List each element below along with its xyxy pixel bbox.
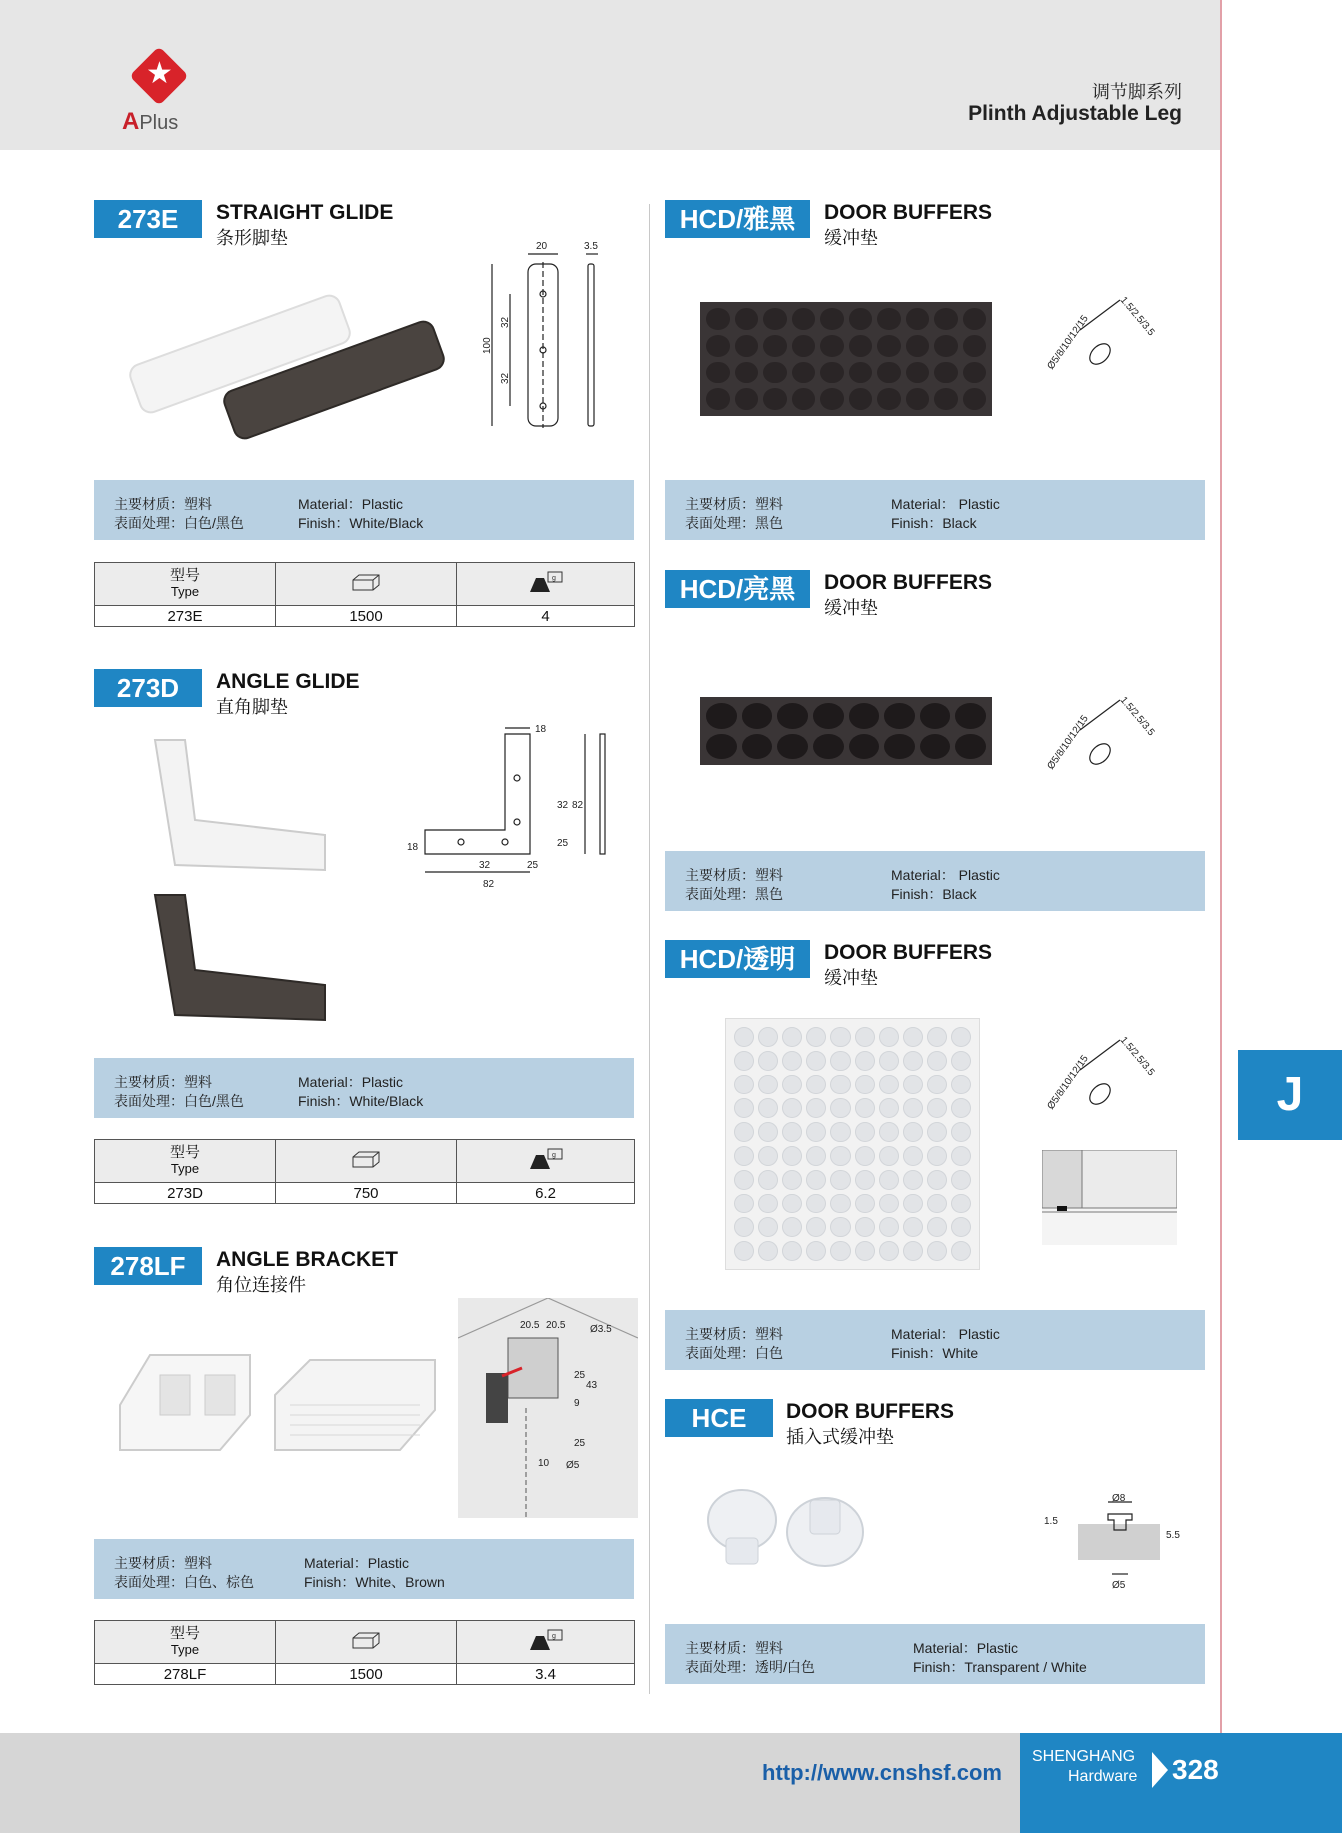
material-cn: 主要材质：塑料 (114, 1074, 212, 1090)
buffer-dot (758, 1122, 778, 1142)
buffer-dot (951, 1146, 971, 1166)
material-cn: 主要材质：塑料 (685, 1640, 783, 1656)
svg-text:Ø5/8/10/12/15: Ø5/8/10/12/15 (1045, 313, 1091, 372)
technical-drawing-273e (480, 232, 610, 452)
weight-icon (457, 1621, 635, 1664)
buffer-dot (879, 1027, 899, 1047)
buffer-dot (927, 1194, 947, 1214)
header-title-en: Plinth Adjustable Leg (968, 102, 1182, 125)
logo-star-icon: ★ (146, 57, 173, 90)
buffer-dot (806, 1217, 826, 1237)
svg-text:g: g (551, 575, 556, 582)
weight-value: 4 (457, 606, 635, 627)
product-image-white-bracket (110, 1345, 260, 1455)
product-title-en: DOOR BUFFERS (824, 201, 992, 224)
buffer-dot (879, 1146, 899, 1166)
buffer-dot (855, 1122, 875, 1142)
buffer-dot (903, 1194, 923, 1214)
material-en: Material： Plastic (891, 496, 1000, 512)
buffer-dot (879, 1122, 899, 1142)
technical-drawing-273d (405, 722, 615, 897)
product-title-cn: 条形脚垫 (216, 228, 288, 248)
product-title-en: DOOR BUFFERS (786, 1400, 954, 1423)
svg-text:32: 32 (557, 800, 569, 811)
buffer-dot (951, 1241, 971, 1261)
material-bar (665, 851, 1205, 911)
pack-value: 750 (276, 1183, 457, 1204)
buffer-dot (782, 1051, 802, 1071)
buffer-dot (758, 1170, 778, 1190)
svg-text:20.5: 20.5 (520, 1320, 540, 1331)
finish-cn: 表面处理：白色 (685, 1345, 783, 1361)
material-en: Material：Plastic (298, 496, 404, 512)
material-cn: 主要材质：塑料 (114, 496, 212, 512)
technical-drawing-hce (1040, 1494, 1190, 1594)
type-value: 273D (95, 1183, 276, 1204)
buffer-dot (903, 1241, 923, 1261)
product-code-badge: HCD/透明 (665, 940, 810, 978)
logo: APlus (122, 108, 179, 135)
buffer-dot (927, 1146, 947, 1166)
buffer-dot (830, 1241, 850, 1261)
buffer-dot (734, 1051, 754, 1071)
finish-cn: 表面处理：黑色 (685, 515, 783, 531)
buffer-dot (903, 1146, 923, 1166)
product-code-badge: 273E (94, 200, 202, 238)
material-bar (665, 480, 1205, 540)
buffer-dot (951, 1075, 971, 1095)
buffer-dot (734, 1027, 754, 1047)
svg-text:18: 18 (535, 724, 547, 735)
buffer-dot (951, 1217, 971, 1237)
material-bar (665, 1624, 1205, 1684)
buffer-dot (806, 1170, 826, 1190)
buffer-dot (782, 1098, 802, 1118)
svg-text:20.5: 20.5 (546, 1320, 566, 1331)
buffer-dot (782, 1217, 802, 1237)
buffer-dot (806, 1075, 826, 1095)
svg-text:1.5/2.5/3.5: 1.5/2.5/3.5 (1117, 294, 1157, 339)
column-divider (649, 204, 650, 1694)
material-en: Material： Plastic (891, 1326, 1000, 1342)
material-en: Material：Plastic (298, 1074, 404, 1090)
website-link[interactable]: http://www.cnshsf.com (762, 1760, 1002, 1785)
product-title-cn: 角位连接件 (216, 1275, 306, 1295)
buffer-dot (782, 1170, 802, 1190)
buffer-dot (758, 1027, 778, 1047)
svg-text:32: 32 (500, 316, 511, 328)
buffer-dot (903, 1075, 923, 1095)
product-image-black-angle-glide (145, 890, 345, 1030)
svg-text:5.5: 5.5 (1166, 1530, 1180, 1541)
svg-text:Ø5: Ø5 (1112, 1580, 1126, 1591)
finish-en: Finish：Black (891, 515, 977, 531)
product-image-white-angle-glide (145, 730, 345, 880)
buffer-dot (879, 1241, 899, 1261)
package-icon (276, 1621, 457, 1664)
buffer-dot (806, 1194, 826, 1214)
buffer-dot (903, 1098, 923, 1118)
buffer-dot (927, 1241, 947, 1261)
product-code-badge: HCE (665, 1399, 773, 1437)
finish-cn: 表面处理：白色/黑色 (114, 515, 244, 531)
spec-table (94, 1139, 635, 1204)
buffer-dot (927, 1098, 947, 1118)
spec-table (94, 1620, 635, 1685)
header-title-cn: 调节脚系列 (1092, 82, 1182, 102)
buffer-dot (927, 1170, 947, 1190)
buffer-dot (734, 1075, 754, 1095)
material-cn: 主要材质：塑料 (685, 1326, 783, 1342)
product-image-buffer-sheet (700, 697, 992, 765)
section-tab-j: J (1238, 1050, 1342, 1140)
door-install-drawing (1042, 1150, 1177, 1245)
svg-text:25: 25 (574, 1370, 586, 1381)
product-title-cn: 插入式缓冲垫 (786, 1427, 894, 1447)
buffer-dot (782, 1194, 802, 1214)
arrow-right-icon (1152, 1752, 1168, 1788)
buffer-dot (830, 1075, 850, 1095)
material-bar (94, 480, 634, 540)
product-title-en: ANGLE GLIDE (216, 670, 360, 693)
svg-text:82: 82 (483, 879, 495, 890)
spec-table (94, 562, 635, 627)
svg-text:Ø8: Ø8 (1112, 1494, 1126, 1504)
material-en: Material：Plastic (304, 1555, 410, 1571)
finish-en: Finish：White/Black (298, 1093, 424, 1109)
weight-icon (457, 1140, 635, 1183)
svg-text:10: 10 (538, 1458, 550, 1469)
svg-text:Ø5/8/10/12/15: Ø5/8/10/12/15 (1045, 713, 1091, 772)
buffer-dot (879, 1051, 899, 1071)
finish-en: Finish：White (891, 1345, 979, 1361)
buffer-dot (903, 1122, 923, 1142)
buffer-dot (927, 1051, 947, 1071)
product-title-en: STRAIGHT GLIDE (216, 201, 394, 224)
buffer-dot (734, 1217, 754, 1237)
svg-text:3.5: 3.5 (584, 241, 598, 252)
buffer-dot (951, 1170, 971, 1190)
buffer-dot (830, 1217, 850, 1237)
buffer-dot (855, 1241, 875, 1261)
buffer-dimension-drawing (1040, 290, 1180, 390)
buffer-dot (855, 1217, 875, 1237)
buffer-dot (855, 1170, 875, 1190)
technical-drawing-278lf (458, 1298, 638, 1518)
buffer-dot (734, 1146, 754, 1166)
buffer-dot (734, 1194, 754, 1214)
buffer-dimension-drawing (1040, 690, 1180, 790)
material-en: Material： Plastic (891, 867, 1000, 883)
product-title-en: DOOR BUFFERS (824, 941, 992, 964)
svg-text:g: g (551, 1633, 556, 1640)
pack-value: 1500 (276, 1664, 457, 1685)
buffer-dot (782, 1122, 802, 1142)
buffer-dot (758, 1194, 778, 1214)
finish-en: Finish：White、Brown (304, 1574, 445, 1590)
brand-subtitle: Hardware (1068, 1768, 1138, 1785)
svg-text:43: 43 (586, 1380, 598, 1391)
svg-text:25: 25 (527, 860, 539, 871)
buffer-dot (758, 1098, 778, 1118)
svg-text:100: 100 (482, 337, 493, 354)
buffer-dot (758, 1217, 778, 1237)
buffer-dot (879, 1217, 899, 1237)
buffer-dot (806, 1122, 826, 1142)
buffer-dot (830, 1122, 850, 1142)
finish-en: Finish：Black (891, 886, 977, 902)
product-image-clear-buffer-sheet (725, 1018, 980, 1270)
buffer-dot (830, 1170, 850, 1190)
buffer-dot (903, 1217, 923, 1237)
product-image-insert-buffers (700, 1480, 870, 1580)
svg-text:Ø3.5: Ø3.5 (590, 1324, 612, 1335)
type-header: 型号 Type (95, 1140, 276, 1183)
buffer-dot (879, 1170, 899, 1190)
buffer-dot (782, 1075, 802, 1095)
product-code-badge: HCD/亮黑 (665, 570, 810, 608)
buffer-dot (855, 1098, 875, 1118)
finish-cn: 表面处理：白色/黑色 (114, 1093, 244, 1109)
buffer-dot (734, 1122, 754, 1142)
buffer-dot (903, 1051, 923, 1071)
buffer-dot (758, 1051, 778, 1071)
product-image-ribbed-bracket (270, 1355, 440, 1455)
buffer-dot (951, 1051, 971, 1071)
svg-text:1.5/2.5/3.5: 1.5/2.5/3.5 (1117, 1034, 1157, 1079)
buffer-dot (927, 1027, 947, 1047)
svg-text:25: 25 (574, 1438, 586, 1449)
svg-text:20: 20 (536, 241, 548, 252)
material-cn: 主要材质：塑料 (685, 867, 783, 883)
buffer-dot (951, 1122, 971, 1142)
product-title-en: ANGLE BRACKET (216, 1248, 398, 1271)
buffer-dot (951, 1194, 971, 1214)
product-title-cn: 直角脚垫 (216, 697, 288, 717)
buffer-dot (879, 1194, 899, 1214)
weight-icon (457, 563, 635, 606)
product-title-cn: 缓冲垫 (824, 968, 878, 988)
product-title-cn: 缓冲垫 (824, 228, 878, 248)
buffer-dot (758, 1075, 778, 1095)
package-icon (276, 1140, 457, 1183)
buffer-dot (830, 1027, 850, 1047)
buffer-dot (806, 1146, 826, 1166)
product-code-badge: 278LF (94, 1247, 202, 1285)
buffer-dot (927, 1217, 947, 1237)
finish-en: Finish：Transparent / White (913, 1659, 1087, 1675)
pack-value: 1500 (276, 606, 457, 627)
product-code-badge: HCD/雅黑 (665, 200, 810, 238)
buffer-dot (734, 1241, 754, 1261)
finish-en: Finish：White/Black (298, 515, 424, 531)
svg-text:1.5: 1.5 (1044, 1516, 1058, 1527)
material-bar (665, 1310, 1205, 1370)
buffer-dot (782, 1027, 802, 1047)
material-en: Material：Plastic (913, 1640, 1019, 1656)
buffer-dot (855, 1075, 875, 1095)
material-bar (94, 1058, 634, 1118)
buffer-dot (903, 1027, 923, 1047)
buffer-dot (903, 1170, 923, 1190)
type-header: 型号 Type (95, 1621, 276, 1664)
svg-text:Ø5/8/10/12/15: Ø5/8/10/12/15 (1045, 1053, 1091, 1112)
buffer-dot (806, 1241, 826, 1261)
svg-text:32: 32 (479, 860, 491, 871)
type-value: 273E (95, 606, 276, 627)
svg-text:25: 25 (557, 838, 569, 849)
buffer-dot (830, 1051, 850, 1071)
finish-cn: 表面处理：黑色 (685, 886, 783, 902)
buffer-dot (855, 1194, 875, 1214)
buffer-dot (830, 1146, 850, 1166)
buffer-dot (879, 1098, 899, 1118)
product-code-badge: 273D (94, 669, 202, 707)
page-number: 328 (1172, 1754, 1219, 1785)
product-title-en: DOOR BUFFERS (824, 571, 992, 594)
svg-text:18: 18 (407, 842, 419, 853)
svg-text:82: 82 (572, 800, 584, 811)
type-header: 型号 Type (95, 563, 276, 606)
finish-cn: 表面处理：透明/白色 (685, 1659, 815, 1675)
product-title-cn: 缓冲垫 (824, 598, 878, 618)
product-image-buffer-sheet (700, 302, 992, 416)
buffer-dot (806, 1027, 826, 1047)
svg-text:9: 9 (574, 1398, 580, 1409)
buffer-dot (782, 1146, 802, 1166)
buffer-dot (758, 1241, 778, 1261)
svg-text:g: g (551, 1152, 556, 1159)
svg-text:32: 32 (500, 372, 511, 384)
margin-line (1220, 0, 1222, 1833)
buffer-dot (758, 1146, 778, 1166)
buffer-dot (855, 1146, 875, 1166)
type-value: 278LF (95, 1664, 276, 1685)
buffer-dot (951, 1098, 971, 1118)
buffer-dot (855, 1051, 875, 1071)
buffer-dot (927, 1075, 947, 1095)
material-bar (94, 1539, 634, 1599)
buffer-dimension-drawing (1040, 1030, 1180, 1130)
svg-text:1.5/2.5/3.5: 1.5/2.5/3.5 (1117, 694, 1157, 739)
brand-name: SHENGHANG (1032, 1748, 1136, 1765)
buffer-dot (806, 1098, 826, 1118)
material-cn: 主要材质：塑料 (685, 496, 783, 512)
buffer-dot (830, 1098, 850, 1118)
buffer-dot (782, 1241, 802, 1261)
buffer-dot (734, 1170, 754, 1190)
weight-value: 3.4 (457, 1664, 635, 1685)
buffer-dot (879, 1075, 899, 1095)
buffer-dot (855, 1027, 875, 1047)
svg-text:Ø5: Ø5 (566, 1460, 580, 1471)
buffer-dot (927, 1122, 947, 1142)
buffer-dot (734, 1098, 754, 1118)
weight-value: 6.2 (457, 1183, 635, 1204)
buffer-dot (806, 1051, 826, 1071)
buffer-dot (951, 1027, 971, 1047)
package-icon (276, 563, 457, 606)
finish-cn: 表面处理：白色、棕色 (114, 1574, 254, 1590)
buffer-dot (830, 1194, 850, 1214)
material-cn: 主要材质：塑料 (114, 1555, 212, 1571)
